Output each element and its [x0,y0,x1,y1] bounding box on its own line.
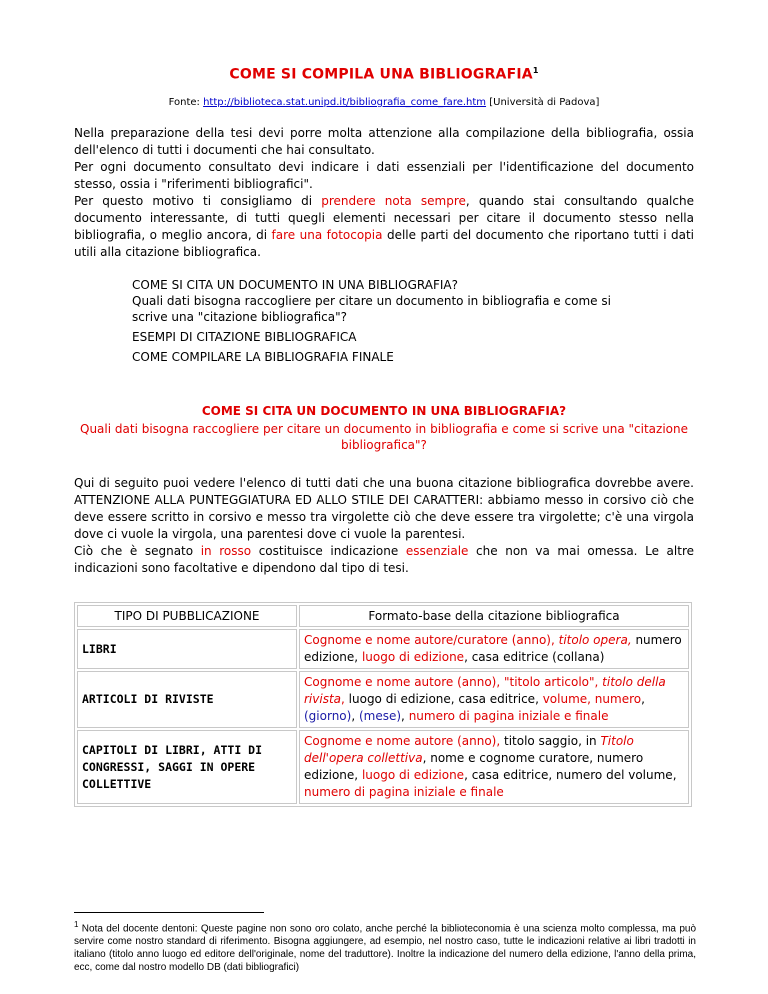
format-cell: Cognome e nome autore (anno), "titolo articolo", titolo della rivista, luogo di edizione, casa editrice, volume, numero, (giorno), (mese), numero di pagina iniziale e finale [299,671,689,728]
toc-item-examples[interactable]: ESEMPI DI CITAZIONE BIBLIOGRAFICA [132,330,357,344]
intro-paragraph-3: Per questo motivo ti consigliamo di prendere nota sempre, quando stai consultando qualche documento interessante, di tutti quegli elementi necessari per citare il documento stesso nella bibliografia, o meglio ancora, di fare una fotocopia delle parti del documento che riportano tutti i dati utili alla citazione bibliografica. [74,194,695,259]
footnote-mark: 1 [74,920,79,929]
section-paragraph-2: Ciò che è segnato in rosso costituisce indicazione essenziale che non va mai omessa. Le altre indicazioni sono facoltative e dipendono dal tipo di tesi. [74,544,695,575]
footnote: $^1$ Nota del docente dentoni: Queste pagine non sono oro colato, anche perché la biblioteconomia è una scienza molto complessa, ma può servire come nostro standard di riferimento. Bisogna aggiungere, ad esempio, nel nostro caso, tutte le indicazioni relative ai libri tradotti in italiano (titolo anno luogo ed editore dell'originale, nome del traduttore). Inoltre la indicazione del numero della edizione, l'anno della prima, ecc, come dal nostro modello DB (dati bibliografici) [74,920,696,974]
table-row [77,671,689,728]
intro-paragraph-2: Per ogni documento consultato devi indicare i dati essenziali per l'identificazione del documento stesso, ossia i "riferimenti bibliografici". [74,160,694,191]
toc-item-final-bibliography[interactable]: COME COMPILARE LA BIBLIOGRAFIA FINALE [132,350,394,364]
type-cell: ARTICOLI DI RIVISTE [77,671,297,728]
section-body [74,475,694,577]
section-paragraph-1: Qui di seguito puoi vedere l'elenco di tutti dati che una buona citazione bibliografica dovrebbe avere. ATTENZIONE ALLA PUNTEGGIATURA ED ALLO STILE DEI CARATTERI: abbiamo messo in corsivo ciò che deve essere scritto in corsivo e messo tra virgolette ciò che deve essere tra virgolette; c'è una virgola dove ci vuole la virgola, una parentesi dove ci vuole la parentesi. [74,476,694,541]
citation-format-table [74,602,692,807]
intro-paragraph-1: Nella preparazione della tesi devi porre molta attenzione alla compilazione della bibliografia, ossia dell'elenco di tutti i documenti che hai consultato. [74,126,694,157]
intro-text [74,125,694,261]
toc-item-cite-document[interactable]: COME SI CITA UN DOCUMENTO IN UNA BIBLIOGRAFIA? [132,278,458,292]
type-cell: LIBRI [77,629,297,669]
toc-item-cite-document-sub: Quali dati bisogna raccogliere per citare un documento in bibliografia e come si scrive una "citazione bibliografica"? [132,294,611,324]
header-format: Formato-base della citazione bibliografica [299,605,689,627]
section-title: COME SI CITA UN DOCUMENTO IN UNA BIBLIOGRAFIA? [201,404,567,418]
source-link[interactable]: http://biblioteca.stat.unipd.it/bibliografia_come_fare.htm [203,97,487,108]
footnote-separator [74,912,264,913]
table-of-contents [132,277,632,365]
type-cell: CAPITOLI DI LIBRI, ATTI DI CONGRESSI, SAGGI IN OPERE COLLETTIVE [77,730,297,804]
table-row [77,730,689,804]
title-footnote-mark: 1 [532,66,539,75]
format-cell: Cognome e nome autore/curatore (anno), titolo opera, numero edizione, luogo di edizione, casa editrice (collana) [299,629,689,669]
page-title: COME SI COMPILA UNA BIBLIOGRAFIA$^1$ [229,66,539,83]
table-row [77,629,689,669]
source-line: Fonte: http://biblioteca.stat.unipd.it/bibliografia_come_fare.htm [Università di Padova] [168,97,600,108]
attention-notice: ATTENZIONE ALLA PUNTEGGIATURA ED ALLO STILE DEI CARATTERI [74,493,480,507]
header-type: TIPO DI PUBBLICAZIONE [77,605,297,627]
format-cell: Cognome e nome autore (anno), titolo saggio, in Titolo dell'opera collettiva, nome e cognome curatore, numero edizione, luogo di edizione, casa editrice, numero del volume, numero di pagina iniziale e finale [299,730,689,804]
table-header-row [77,605,689,627]
section-subtitle: Quali dati bisogna raccogliere per citare un documento in bibliografia e come si scrive una "citazione bibliografica"? [80,422,688,452]
